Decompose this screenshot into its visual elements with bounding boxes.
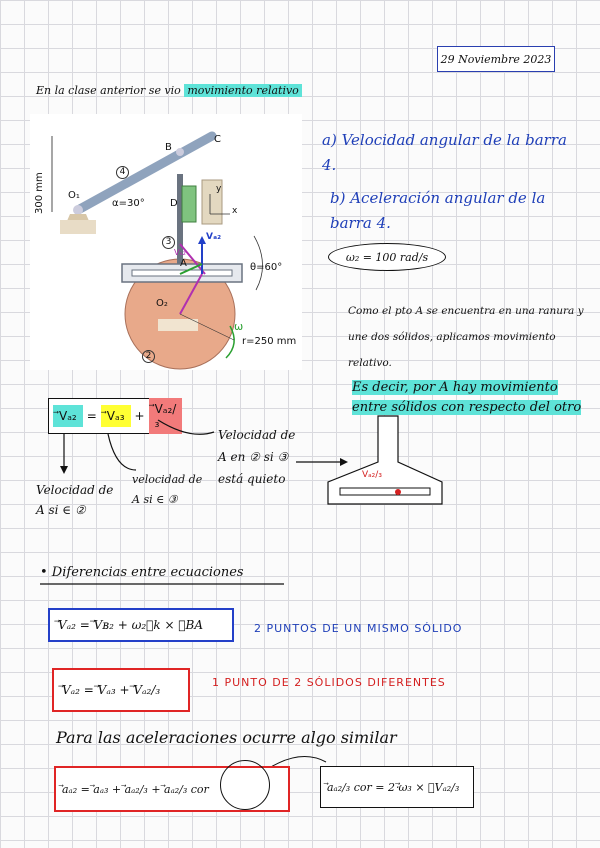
num-2: 2: [142, 350, 155, 363]
eq-blue: [48, 608, 234, 642]
section-heading: • Diferencias entre ecuaciones: [40, 565, 244, 580]
term-va3: ⃗Vₐ₃: [101, 405, 131, 427]
eq-red-note: 1 PUNTO DE 2 SÓLIDOS DIFERENTES: [212, 676, 446, 689]
equals-sign: =: [86, 409, 97, 423]
angle-alpha: α=30°: [112, 198, 145, 209]
date-box: 29 Noviembre 2023: [437, 46, 555, 72]
eq-blue-note: 2 PUNTOS DE UN MISMO SÓLIDO: [254, 622, 463, 635]
accel-intro: Para las aceleraciones ocurre algo similar: [56, 728, 397, 747]
coriolis-eq-text: ⃗aₐ₂/₃ cor = 2·⃗ω₃ × ⃗Vₐ₂/₃: [327, 780, 460, 794]
eq-red: [52, 668, 190, 712]
given-omega: ω₂ = 100 rad/s: [328, 243, 446, 271]
vector-label-blue: Vₐ₂: [206, 232, 222, 242]
coriolis-eq: [320, 766, 474, 808]
slot-drawing: [324, 412, 444, 508]
angle-theta: θ=60°: [250, 262, 283, 273]
slot-sketch: [324, 412, 444, 508]
axis-x: x: [232, 206, 238, 216]
slot-label: Vₐ₂/₃: [362, 470, 382, 480]
note-2: velocidad de A si ∈ ③: [132, 473, 203, 506]
intro-highlight: movimiento relativo: [184, 84, 302, 97]
label-B: B: [165, 142, 172, 153]
note-3: Velocidad de A en ② si ③ está quieto: [218, 428, 296, 486]
note-1: Velocidad de A si ∈ ②: [36, 483, 114, 517]
omega-label: ω: [234, 320, 244, 333]
term-va2: ⃗Vₐ₂: [53, 405, 83, 427]
label-D: D: [170, 198, 178, 209]
intro-prefix: En la clase anterior se vio: [36, 84, 181, 97]
num-4: 4: [116, 166, 129, 179]
axis-y: y: [216, 184, 222, 194]
question-a: a) Velocidad angular de la barra 4.: [322, 131, 567, 174]
label-O2: O₂: [156, 298, 168, 309]
dim-300: 300 mm: [34, 172, 45, 214]
eq-blue-text: ⃗Vₐ₂ = ⃗Vʙ₂ + ω₂⃗k × ⃗BA: [58, 618, 204, 632]
plus-sign: +: [134, 409, 145, 423]
question-b: b) Aceleración angular de la barra 4.: [330, 189, 546, 232]
num-3: 3: [162, 236, 175, 249]
explanation-p1: Como el pto A se encuentra en una ranura y une dos sólidos, aplicamos movimiento relativo.: [348, 305, 584, 369]
cor-circle: [220, 760, 270, 810]
accel-eq-text: ⃗aₐ₂ = ⃗aₐ₃ + ⃗aₐ₂/₃ + ⃗aₐ₂/₃ cor: [62, 782, 209, 796]
explanation-p2-text: Es decir, por A hay movimiento entre sólidos con respecto del otro: [352, 380, 582, 415]
term-va23: ⃗Vₐ₂/₃: [149, 398, 183, 434]
radius-label: r=250 mm: [242, 336, 297, 347]
label-A: A: [180, 258, 187, 269]
eq-red-text: ⃗Vₐ₂ = ⃗Vₐ₃ + ⃗Vₐ₂/₃: [62, 683, 161, 697]
vector-label-magenta: Vₐ₂: [174, 248, 186, 257]
label-C: C: [214, 134, 221, 145]
label-O1: O₁: [68, 190, 80, 201]
